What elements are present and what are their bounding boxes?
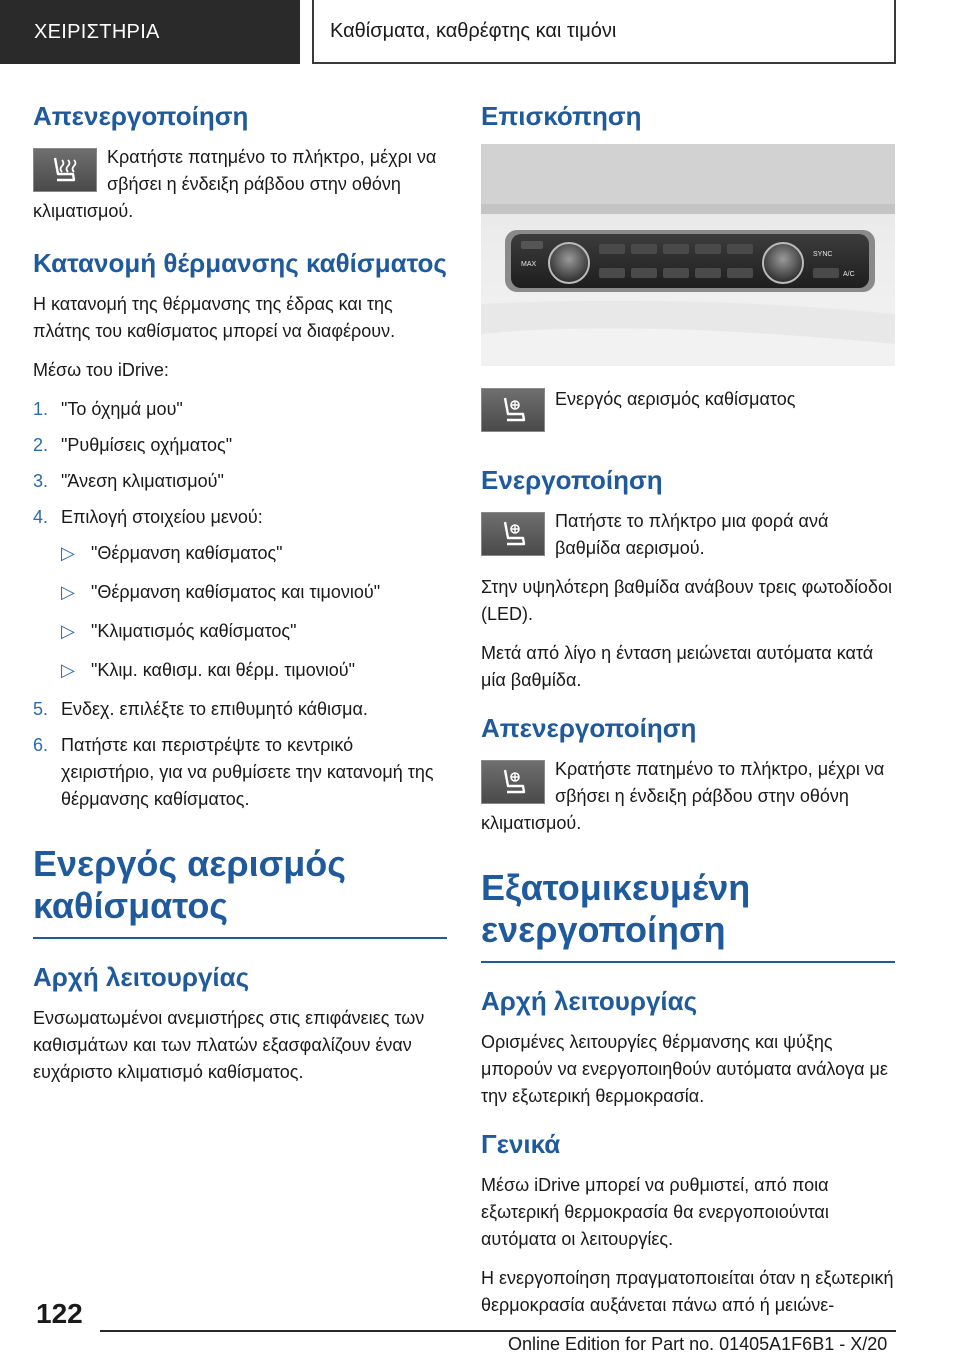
seat-ventilation-icon <box>481 388 545 432</box>
section-tab <box>0 0 300 64</box>
activation-paragraph <box>481 508 895 562</box>
triangle-bullet-icon: ▷ <box>61 582 75 602</box>
deactivation-right-text: Κρατήστε πατημένο το πλήκτρο, μέχρι να σβήσει η ένδειξη ράβδου στην οθόνη κλιματισμού. <box>481 759 885 833</box>
idrive-intro: Μέσω του iDrive: <box>33 360 169 380</box>
heading-automatic-activation: Εξατομικευμένη ενεργοποίηση <box>481 867 895 963</box>
seat-heating-icon <box>33 148 97 192</box>
photo-label-max: MAX <box>521 261 537 268</box>
substeps-list <box>61 540 447 684</box>
principle-text: Ενσωματωμένοι ανεμιστήρες στις επιφάνειες των καθισμάτων και των πλατών εξασφαλίζουν έναν ευχάριστο κλιματισμό καθίσματος. <box>33 1008 425 1082</box>
heading-general: Γενικά <box>481 1129 561 1159</box>
triangle-bullet-icon: ▷ <box>61 543 75 563</box>
deactivation-paragraph <box>33 144 447 225</box>
footer-divider <box>100 1330 896 1332</box>
heading-principle-right: Αρχή λειτουργίας <box>481 986 698 1016</box>
right-column <box>481 100 895 1331</box>
chapter-title: Καθίσματα, καθρέφτης και τιμόνι <box>330 19 617 42</box>
list-item: ▷ "Θέρμανση καθίσματος" <box>61 540 447 567</box>
triangle-bullet-icon: ▷ <box>61 621 75 641</box>
page-number: 122 <box>36 1298 83 1329</box>
list-item: 4. Επιλογή στοιχείου μενού: <box>33 507 263 527</box>
heading-distribution: Κατανομή θέρμανσης καθίσματος <box>33 248 447 278</box>
heading-overview: Επισκόπηση <box>481 101 642 131</box>
left-column <box>33 100 447 1098</box>
heading-activation: Ενεργοποίηση <box>481 465 663 495</box>
section-title: ΧΕΙΡΙΣΤΗΡΙΑ <box>34 20 160 43</box>
photo-label-ac: A/C <box>843 271 855 278</box>
steps-list <box>33 396 447 531</box>
deactivation-right-paragraph <box>481 756 895 837</box>
list-item: ▷ "Κλιμ. καθισμ. και θέρμ. τιμονιού" <box>61 657 447 684</box>
steps-list-continued <box>33 696 447 813</box>
heading-deactivation: Απενεργοποίηση <box>33 101 249 131</box>
distribution-text: Η κατανομή της θέρμανσης της έδρας και της πλάτης του καθίσματος μπορεί να διαφέρουν. <box>33 294 396 341</box>
general-text-2: Η ενεργοποίηση πραγματοποιείται όταν η εξωτερική θερμοκρασία αυξάνεται πάνω από ή μειώνε- <box>481 1268 894 1315</box>
edition-text: Online Edition for Part no. 01405A1F6B1 - X/20 <box>508 1334 888 1354</box>
overview-caption-text: Ενεργός αερισμός καθίσματος <box>555 389 796 409</box>
list-item: 1. "Το όχημά μου" <box>33 399 183 419</box>
list-item: 5. Ενδεχ. επιλέξτε το επιθυμητό κάθισμα. <box>33 699 368 719</box>
principle-right-text: Ορισμένες λειτουργίες θέρμανσης και ψύξης μπορούν να ενεργοποιηθούν αυτόματα ανάλογα με την εξωτερική θερμοκρασία. <box>481 1032 888 1106</box>
heading-ventilation: Ενεργός αερισμός καθίσματος <box>33 843 447 939</box>
list-item: ▷ "Θέρμανση καθίσματος και τιμονιού" <box>61 579 447 606</box>
activation-text-decrease: Μετά από λίγο η ένταση μειώνεται αυτόματα κατά μία βαθμίδα. <box>481 643 874 690</box>
list-item: ▷ "Κλιματισμός καθίσματος" <box>61 618 447 645</box>
photo-label-sync: SYNC <box>813 251 833 258</box>
list-item: 2. "Ρυθμίσεις οχήματος" <box>33 435 233 455</box>
overview-caption <box>481 386 895 436</box>
general-text: Μέσω iDrive μπορεί να ρυθμιστεί, από ποια εξωτερική θερμοκρασία θα ενεργοποιούνται αυτόματα οι λειτουργίες. <box>481 1175 829 1249</box>
heading-principle: Αρχή λειτουργίας <box>33 962 250 992</box>
chapter-tab <box>312 0 896 64</box>
triangle-bullet-icon: ▷ <box>61 660 75 680</box>
climate-panel-photo <box>481 144 895 366</box>
list-item: 6. Πατήστε και περιστρέψτε το κεντρικό χειριστήριο, για να ρυθμίσετε την κατανομή της θέρμανσης καθίσματος. <box>33 735 434 809</box>
activation-text: Πατήστε το πλήκτρο μια φορά ανά βαθμίδα αερισμού. <box>555 511 829 558</box>
seat-ventilation-icon <box>481 760 545 804</box>
heading-deactivation-right: Απενεργοποίηση <box>481 713 697 743</box>
seat-ventilation-icon <box>481 512 545 556</box>
list-item: 3. "Άνεση κλιματισμού" <box>33 471 224 491</box>
deactivation-text: Κρατήστε πατημένο το πλήκτρο, μέχρι να σβήσει η ένδειξη ράβδου στην οθόνη κλιματισμού. <box>33 147 437 221</box>
activation-text-led: Στην υψηλότερη βαθμίδα ανάβουν τρεις φωτοδίοδοι (LED). <box>481 577 892 624</box>
